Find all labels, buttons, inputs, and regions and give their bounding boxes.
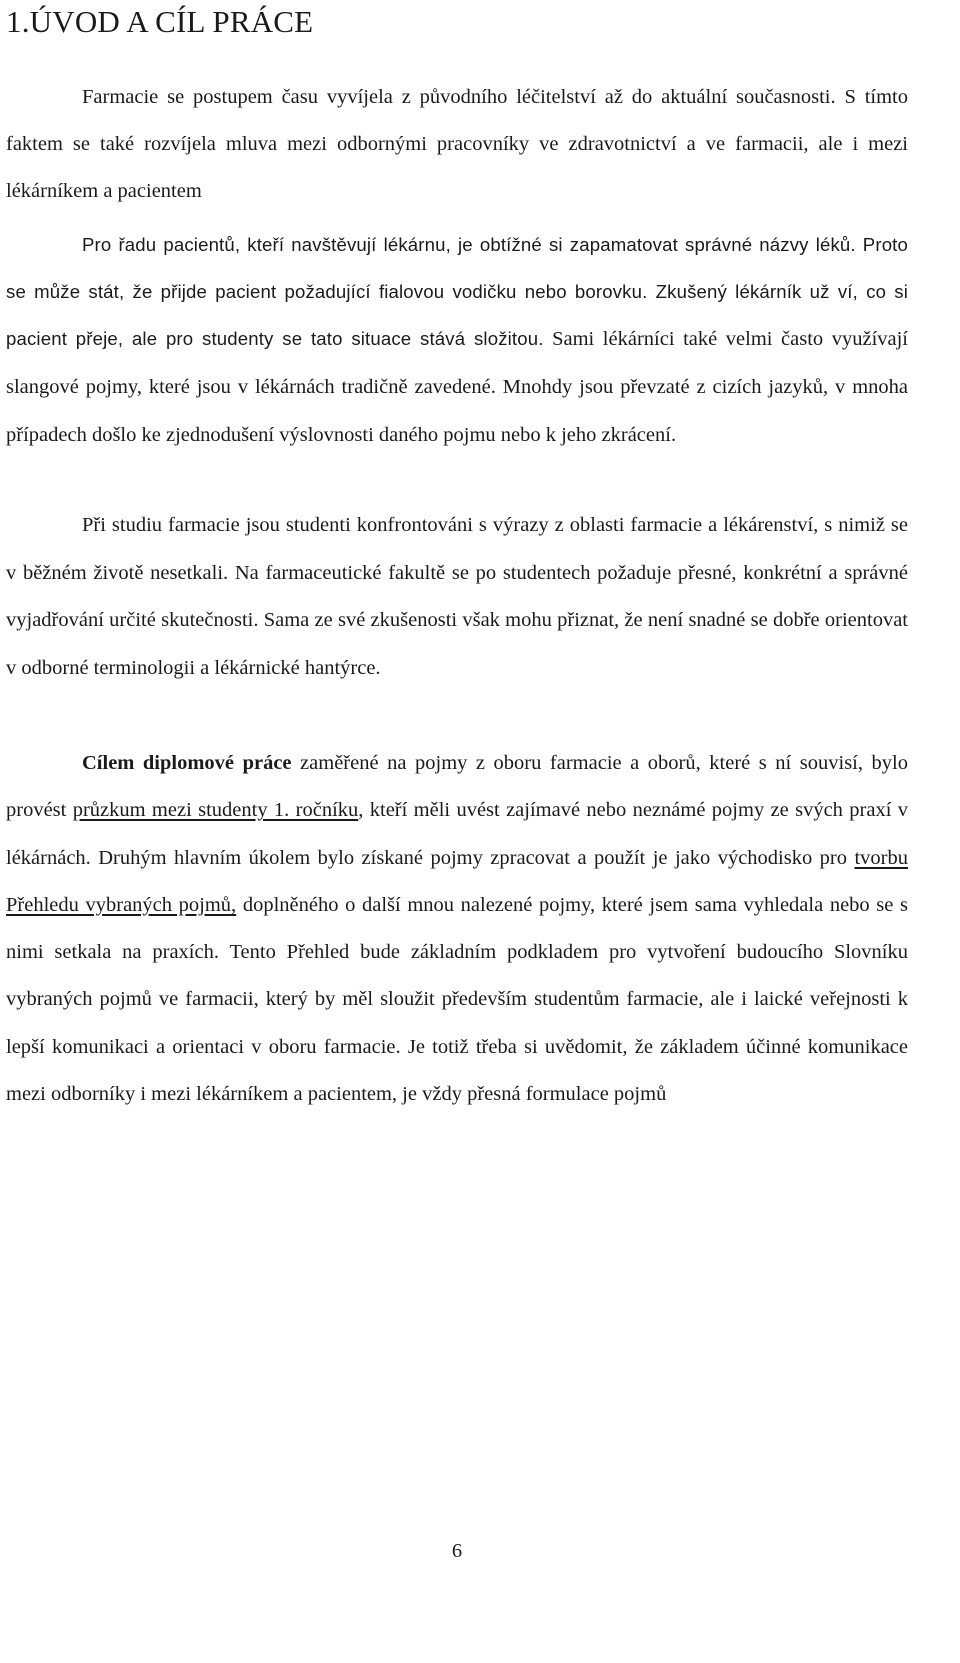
aim-text-1: zaměřené na pojmy z oboru farmacie a oborů, které s ní souvisí, bylo provést bbox=[6, 752, 908, 822]
aim-bold-lead: Cílem diplomové práce bbox=[82, 752, 292, 774]
paragraph-patients-sans-text: Pro řadu pacientů, kteří navštěvují lékárnu, je obtížné si zapamatovat správné názvy léků. Proto se může stát, že přijde pacient požadující fialovou vodičku nebo borovku. Zkušený lékárník už ví, co si pacient přeje, ale pro studenty se tato situace stává složitou. bbox=[6, 234, 908, 349]
page-number: 6 bbox=[451, 1540, 463, 1562]
aim-underlined-overview: tvorbu Přehledu vybraných pojmů, bbox=[6, 846, 908, 916]
paragraph-patients-serif-text: Sami lékárníci také velmi často využívají slangové pojmy, které jsou v lékárnách tradičně zavedené. Mnohdy jsou převzaté z cizích jazyků, v mnoha případech došlo ke zjednodušení výslovnosti daného pojmu nebo k jeho zkrácení. bbox=[6, 328, 909, 446]
paragraph-patients bbox=[6, 221, 908, 459]
aim-text-3: doplněného o další mnou nalezené pojmy, které jsem sama vyhledala nebo se s nimi setkala na praxích. Tento Přehled bude základním podkladem pro vytvoření budoucího Slovníku vybraných pojmů ve farmacii, který by měl sloužit především studentům farmacie, ale i laické veřejnosti k lepší komunikaci a orientaci v oboru farmacie. Je totiž třeba si uvědomit, že základem účinné komunikace mezi odborníky i mezi lékárníkem a pacientem, je vždy přesná formulace pojmů bbox=[6, 893, 908, 1106]
chapter-heading: 1.ÚVOD A CÍL PRÁCE bbox=[6, 4, 314, 39]
paragraph-study: Při studiu farmacie jsou studenti konfrontováni s výrazy z oblasti farmacie a lékárenství, s nimiž se v běžném životě nesetkali. Na farmaceutické fakultě se po studentech požaduje přesné, konkrétní a správné vyjadřování určité skutečnosti. Sama ze své zkušenosti však mohu přiznat, že není snadné se dobře orientovat v odborné terminologii a lékárnické hantýrce. bbox=[6, 514, 908, 679]
paragraph-aim bbox=[6, 740, 908, 1118]
paragraph-introduction: Farmacie se postupem času vyvíjela z původního léčitelství až do aktuální současnosti. S tímto faktem se také rozvíjela mluva mezi odbornými pracovníky ve zdravotnictví a ve farmacii, ale i mezi lékárníkem a pacientem bbox=[6, 86, 908, 202]
document-page bbox=[6, 0, 908, 1663]
aim-underlined-survey: průzkum mezi studenty 1. ročníku bbox=[72, 799, 359, 822]
aim-text-2: , kteří měli uvést zajímavé nebo neznámé pojmy ze svých praxí v lékárnách. Druhým hlavním úkolem bylo získané pojmy zpracovat a použít je jako východisko pro bbox=[6, 799, 908, 869]
